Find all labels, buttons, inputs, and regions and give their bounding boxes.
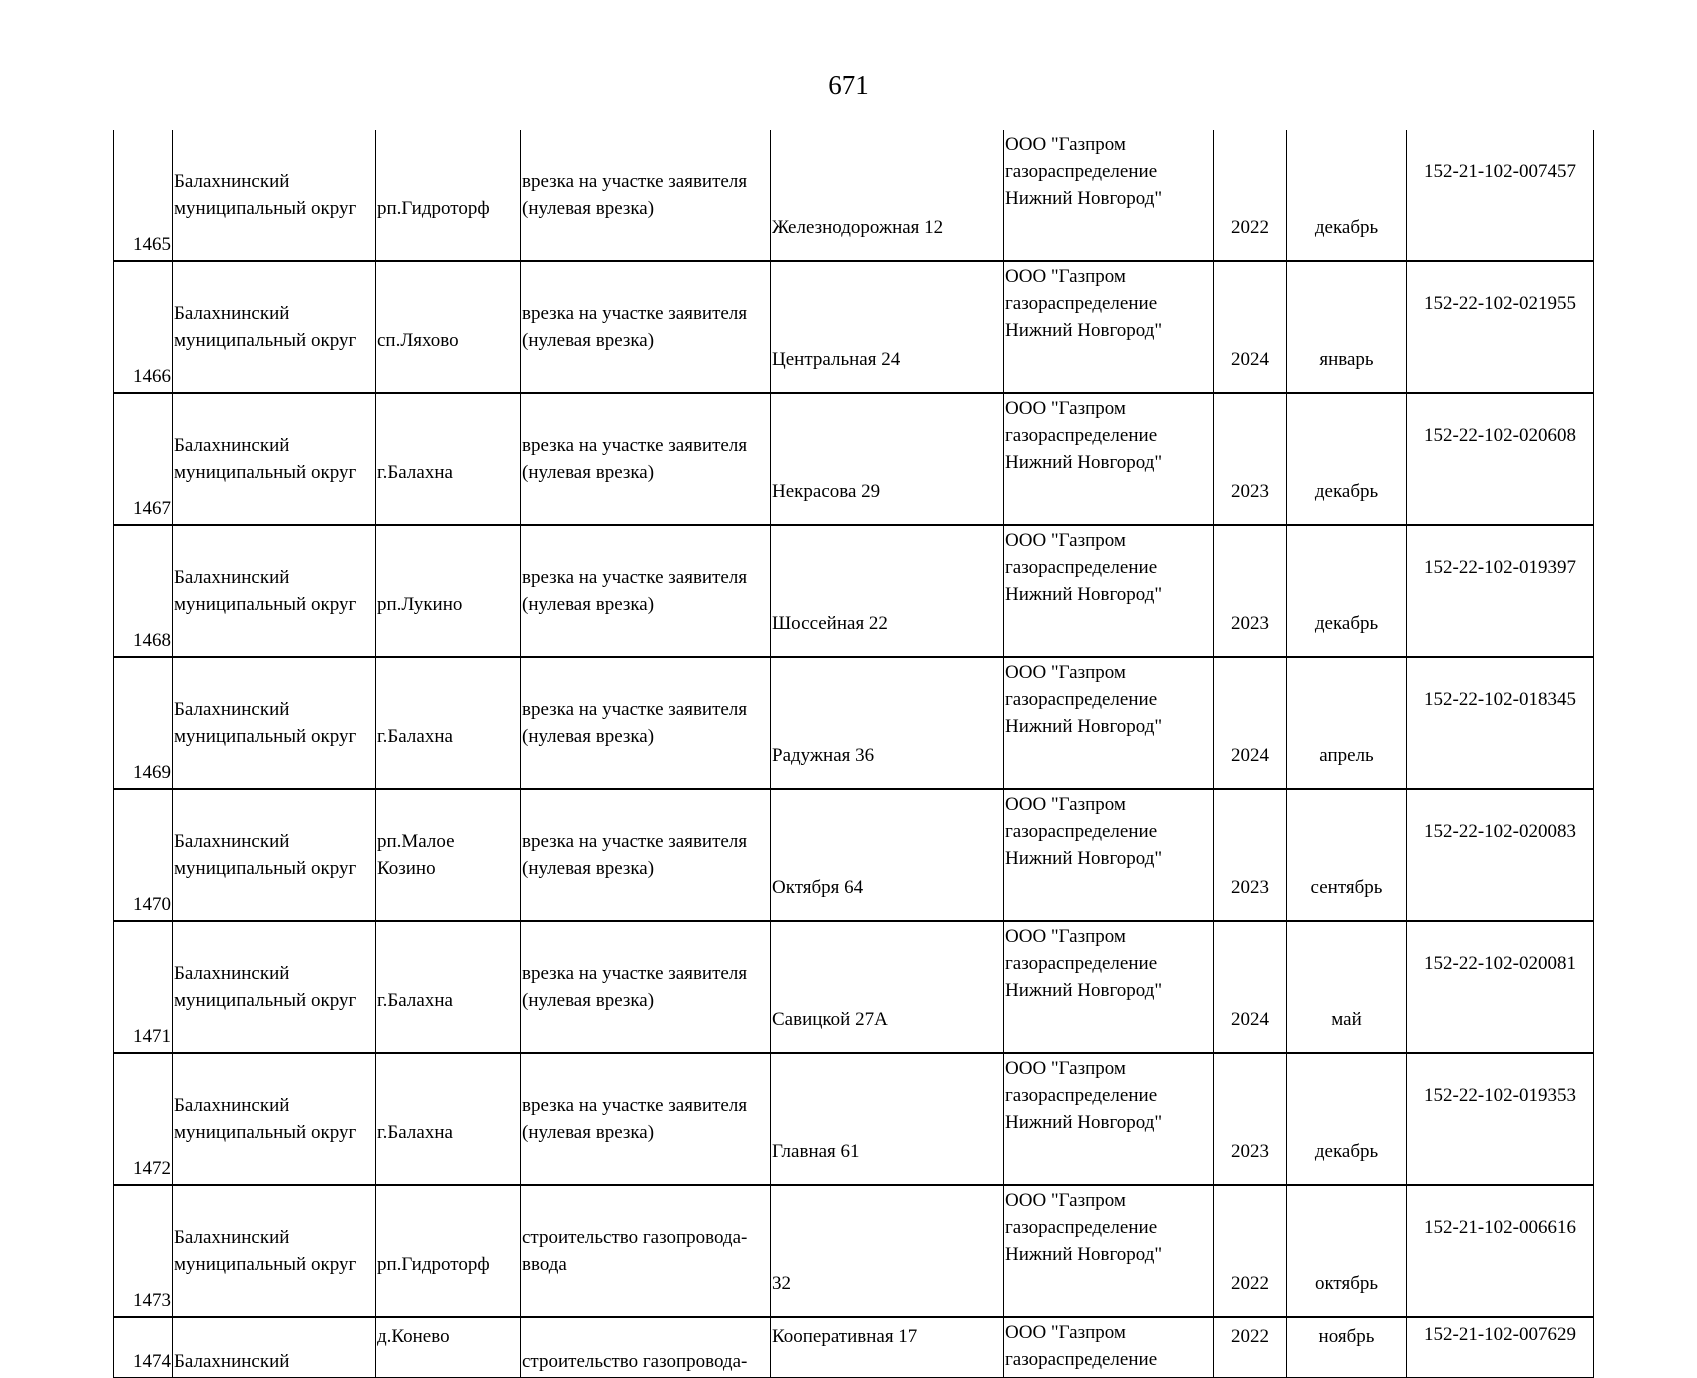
id-cell: 152-22-102-018345 xyxy=(1407,657,1594,789)
organization-line: ООО "Газпром xyxy=(1005,1058,1126,1079)
organization-line: газораспределение xyxy=(1005,1085,1158,1106)
address-cell: Некрасова 29 xyxy=(771,393,1004,525)
address-cell: Савицкой 27А xyxy=(771,921,1004,1053)
table-row xyxy=(114,921,1594,1053)
table-row xyxy=(114,657,1594,789)
district-line: Балахнинский xyxy=(174,303,290,324)
district-line: Балахнинский xyxy=(174,567,290,588)
work-type-cell xyxy=(521,525,771,657)
locality-cell: д.Конево xyxy=(376,1317,521,1378)
locality-cell xyxy=(376,525,521,657)
id-cell: 152-22-102-021955 xyxy=(1407,261,1594,393)
district-line: муниципальный округ xyxy=(174,726,357,747)
month-cell: декабрь xyxy=(1287,130,1407,261)
organization-line: газораспределение xyxy=(1005,425,1158,446)
work-type-line: (нулевая врезка) xyxy=(522,198,655,219)
id-cell: 152-21-102-007629 xyxy=(1407,1317,1594,1378)
row-number: 1472 xyxy=(114,1053,173,1185)
organization-cell xyxy=(1004,657,1214,789)
year-cell: 2023 xyxy=(1214,525,1287,657)
locality-line: г.Балахна xyxy=(377,990,453,1011)
work-type-line: (нулевая врезка) xyxy=(522,462,655,483)
year-cell: 2024 xyxy=(1214,657,1287,789)
organization-line: ООО "Газпром xyxy=(1005,1190,1126,1211)
month-cell: декабрь xyxy=(1287,1053,1407,1185)
locality-cell xyxy=(376,261,521,393)
id-cell: 152-21-102-007457 xyxy=(1407,130,1594,261)
locality-cell xyxy=(376,1185,521,1317)
table-row xyxy=(114,1053,1594,1185)
organization-line: Нижний Новгород" xyxy=(1005,1112,1163,1133)
work-type-cell xyxy=(521,1053,771,1185)
address-cell: Шоссейная 22 xyxy=(771,525,1004,657)
locality-cell xyxy=(376,130,521,261)
locality-line: г.Балахна xyxy=(377,726,453,747)
organization-line: Нижний Новгород" xyxy=(1005,848,1163,869)
organization-line: газораспределение xyxy=(1005,161,1158,182)
year-cell: 2022 xyxy=(1214,1185,1287,1317)
organization-cell xyxy=(1004,130,1214,261)
organization-line: ООО "Газпром xyxy=(1005,662,1126,683)
table-row xyxy=(114,789,1594,921)
district-line: муниципальный округ xyxy=(174,198,357,219)
work-type-line: (нулевая врезка) xyxy=(522,990,655,1011)
district-cell xyxy=(173,130,376,261)
work-type-cell xyxy=(521,657,771,789)
address-cell: Железнодорожная 12 xyxy=(771,130,1004,261)
locality-line: сп.Ляхово xyxy=(377,330,459,351)
district-cell xyxy=(173,1185,376,1317)
district-line: муниципальный округ xyxy=(174,1122,357,1143)
row-number: 1468 xyxy=(114,525,173,657)
work-type-line: врезка на участке заявителя xyxy=(522,1095,748,1116)
row-number: 1473 xyxy=(114,1185,173,1317)
row-number: 1474 xyxy=(114,1317,173,1378)
address-cell: Радужная 36 xyxy=(771,657,1004,789)
district-line: Балахнинский xyxy=(174,171,290,192)
work-type-cell xyxy=(521,921,771,1053)
row-number: 1469 xyxy=(114,657,173,789)
id-cell: 152-22-102-020083 xyxy=(1407,789,1594,921)
district-cell xyxy=(173,789,376,921)
id-cell: 152-22-102-020081 xyxy=(1407,921,1594,1053)
work-type-line: врезка на участке заявителя xyxy=(522,567,748,588)
address-cell: 32 xyxy=(771,1185,1004,1317)
year-cell: 2023 xyxy=(1214,789,1287,921)
organization-line: газораспределение xyxy=(1005,293,1158,314)
organization-cell xyxy=(1004,261,1214,393)
locality-line: г.Балахна xyxy=(377,462,453,483)
organization-line: Нижний Новгород" xyxy=(1005,1244,1163,1265)
organization-line: Нижний Новгород" xyxy=(1005,716,1163,737)
organization-cell xyxy=(1004,921,1214,1053)
work-type-cell xyxy=(521,261,771,393)
organization-cell xyxy=(1004,393,1214,525)
district-line: Балахнинский xyxy=(174,435,290,456)
work-type-line: врезка на участке заявителя xyxy=(522,963,748,984)
organization-line: ООО "Газпром xyxy=(1005,134,1126,155)
work-type-line: (нулевая врезка) xyxy=(522,726,655,747)
month-cell: май xyxy=(1287,921,1407,1053)
work-type-cell xyxy=(521,789,771,921)
row-number: 1467 xyxy=(114,393,173,525)
table-row xyxy=(114,525,1594,657)
locality-line xyxy=(377,960,519,987)
locality-line: рп.Гидроторф xyxy=(377,198,490,219)
locality-line: Козино xyxy=(377,858,436,879)
locality-line xyxy=(377,168,519,195)
organization-cell xyxy=(1004,789,1214,921)
table-row xyxy=(114,1317,1594,1378)
district-line: Балахнинский xyxy=(174,831,290,852)
page-number: 671 xyxy=(828,70,869,100)
work-type-line: (нулевая врезка) xyxy=(522,858,655,879)
year-cell: 2022 xyxy=(1214,130,1287,261)
locality-cell xyxy=(376,1053,521,1185)
district-cell xyxy=(173,921,376,1053)
row-number: 1465 xyxy=(114,130,173,261)
district-line: муниципальный округ xyxy=(174,858,357,879)
work-type-line: врезка на участке заявителя xyxy=(522,831,748,852)
locality-line xyxy=(377,564,519,591)
year-cell: 2023 xyxy=(1214,1053,1287,1185)
district-cell xyxy=(173,1053,376,1185)
month-cell: октябрь xyxy=(1287,1185,1407,1317)
month-cell: сентябрь xyxy=(1287,789,1407,921)
organization-line: газораспределение xyxy=(1005,557,1158,578)
locality-cell xyxy=(376,657,521,789)
id-cell: 152-22-102-020608 xyxy=(1407,393,1594,525)
work-type-line: врезка на участке заявителя xyxy=(522,435,748,456)
month-cell: декабрь xyxy=(1287,393,1407,525)
table-row xyxy=(114,261,1594,393)
table-row xyxy=(114,130,1594,261)
organization-line: Нижний Новгород" xyxy=(1005,980,1163,1001)
organization-line: газораспределение xyxy=(1005,1349,1158,1370)
organization-cell xyxy=(1004,1317,1214,1378)
work-type-line: (нулевая врезка) xyxy=(522,330,655,351)
locality-cell xyxy=(376,921,521,1053)
organization-cell xyxy=(1004,1053,1214,1185)
district-line: муниципальный округ xyxy=(174,594,357,615)
locality-line xyxy=(377,696,519,723)
row-number: 1470 xyxy=(114,789,173,921)
locality-line xyxy=(377,432,519,459)
month-cell: январь xyxy=(1287,261,1407,393)
locality-line: рп.Лукино xyxy=(377,594,463,615)
work-type-cell xyxy=(521,1185,771,1317)
district-line: муниципальный округ xyxy=(174,1254,357,1275)
row-number: 1466 xyxy=(114,261,173,393)
organization-line: ООО "Газпром xyxy=(1005,266,1126,287)
organization-line: Нижний Новгород" xyxy=(1005,584,1163,605)
district-line: муниципальный округ xyxy=(174,462,357,483)
address-cell: Октября 64 xyxy=(771,789,1004,921)
month-cell: декабрь xyxy=(1287,525,1407,657)
id-cell: 152-22-102-019353 xyxy=(1407,1053,1594,1185)
locality-line: г.Балахна xyxy=(377,1122,453,1143)
district-cell xyxy=(173,525,376,657)
id-cell: 152-22-102-019397 xyxy=(1407,525,1594,657)
work-type-line: врезка на участке заявителя xyxy=(522,303,748,324)
month-cell: апрель xyxy=(1287,657,1407,789)
locality-line xyxy=(377,1224,519,1251)
district-line: Балахнинский xyxy=(174,699,290,720)
work-type-line: ввода xyxy=(522,1254,567,1275)
organization-line: газораспределение xyxy=(1005,1217,1158,1238)
year-cell: 2023 xyxy=(1214,393,1287,525)
row-number: 1471 xyxy=(114,921,173,1053)
district-line: муниципальный округ xyxy=(174,330,357,351)
organization-line: ООО "Газпром xyxy=(1005,794,1126,815)
table-row xyxy=(114,1185,1594,1317)
district-line: Балахнинский xyxy=(174,963,290,984)
organization-line: Нижний Новгород" xyxy=(1005,320,1163,341)
organization-line: ООО "Газпром xyxy=(1005,530,1126,551)
district-cell: Балахнинский xyxy=(173,1317,376,1378)
organization-line: ООО "Газпром xyxy=(1005,1322,1126,1343)
address-cell: Кооперативная 17 xyxy=(771,1317,1004,1378)
locality-line xyxy=(377,1092,519,1119)
organization-line: газораспределение xyxy=(1005,689,1158,710)
work-type-line: врезка на участке заявителя xyxy=(522,699,748,720)
locality-line xyxy=(377,300,519,327)
district-line: Балахнинский xyxy=(174,1227,290,1248)
organization-line: ООО "Газпром xyxy=(1005,926,1126,947)
organization-line: Нижний Новгород" xyxy=(1005,188,1163,209)
work-type-line: строительство газопровода- xyxy=(522,1227,748,1248)
locality-cell xyxy=(376,789,521,921)
address-cell: Главная 61 xyxy=(771,1053,1004,1185)
district-cell xyxy=(173,657,376,789)
address-cell: Центральная 24 xyxy=(771,261,1004,393)
organization-line: газораспределение xyxy=(1005,953,1158,974)
year-cell: 2022 xyxy=(1214,1317,1287,1378)
id-cell: 152-21-102-006616 xyxy=(1407,1185,1594,1317)
locality-cell xyxy=(376,393,521,525)
organization-line: ООО "Газпром xyxy=(1005,398,1126,419)
locality-line: рп.Малое xyxy=(377,831,455,852)
district-line: Балахнинский xyxy=(174,1095,290,1116)
work-type-cell: строительство газопровода- xyxy=(521,1317,771,1378)
organization-line: Нижний Новгород" xyxy=(1005,452,1163,473)
locality-line: рп.Гидроторф xyxy=(377,1254,490,1275)
work-type-cell xyxy=(521,393,771,525)
district-cell xyxy=(173,393,376,525)
year-cell: 2024 xyxy=(1214,261,1287,393)
work-type-line: (нулевая врезка) xyxy=(522,1122,655,1143)
district-cell xyxy=(173,261,376,393)
work-type-line: (нулевая врезка) xyxy=(522,594,655,615)
work-type-cell xyxy=(521,130,771,261)
work-type-line: врезка на участке заявителя xyxy=(522,171,748,192)
organization-cell xyxy=(1004,1185,1214,1317)
objects-table xyxy=(113,130,1594,1378)
year-cell: 2024 xyxy=(1214,921,1287,1053)
district-line: муниципальный округ xyxy=(174,990,357,1011)
table-row xyxy=(114,393,1594,525)
organization-line: газораспределение xyxy=(1005,821,1158,842)
organization-cell xyxy=(1004,525,1214,657)
month-cell: ноябрь xyxy=(1287,1317,1407,1378)
